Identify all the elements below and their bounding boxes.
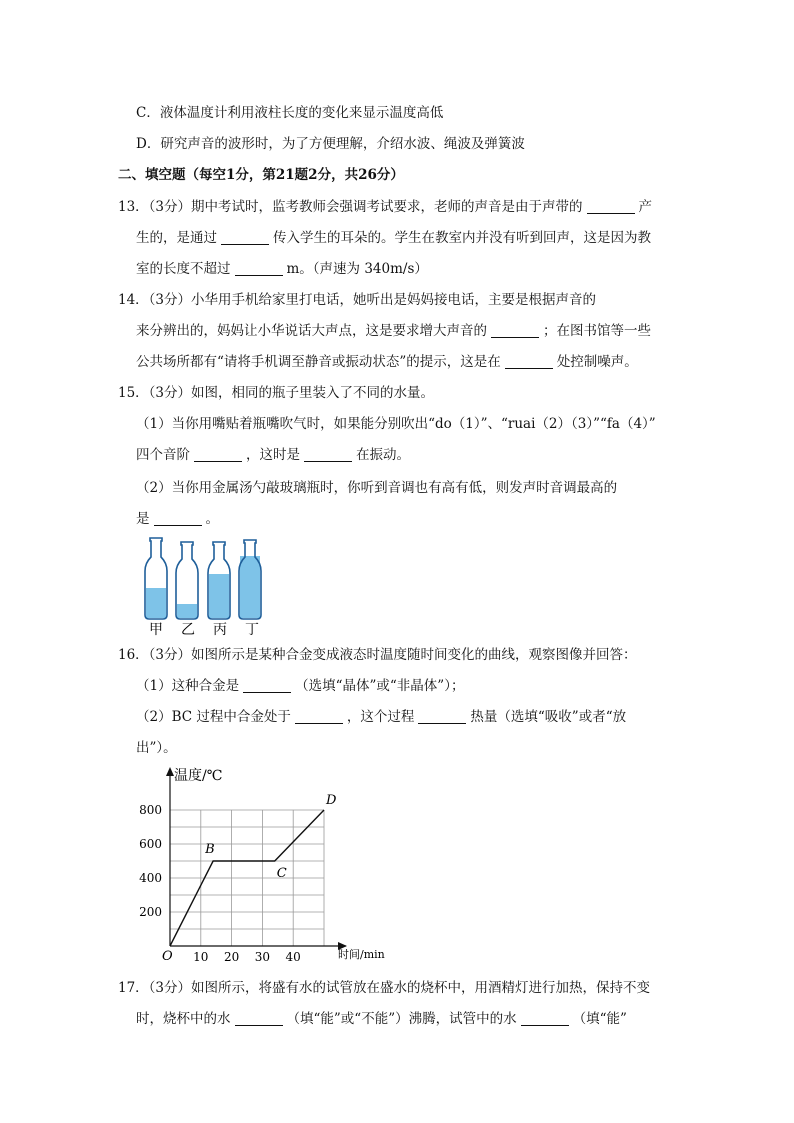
point-label-b: B — [205, 842, 215, 857]
q13-text: 传入学生的耳朵的。学生在教室内并没有听到回声，这是因为教 — [273, 230, 651, 246]
q15-blank-2[interactable] — [304, 447, 352, 462]
q15-blank-3[interactable] — [154, 511, 202, 526]
option-d: D．研究声音的波形时，为了方便理解，介绍水波、绳波及弹簧波 — [136, 136, 525, 152]
temperature-chart — [130, 762, 385, 972]
y-tick-label: 200 — [139, 905, 162, 919]
q17-line-1: 17．（3分）如图所示，将盛有水的试管放在盛水的烧杯中，用酒精灯进行加热，保持不变 — [118, 980, 651, 996]
bottle-label-ding: 丁 — [245, 622, 259, 638]
q16-text: （2）BC 过程中合金处于 — [136, 709, 291, 725]
q13-blank-1[interactable] — [587, 199, 635, 214]
q15-line-1: 15．（3分）如图，相同的瓶子里装入了不同的水量。 — [118, 385, 435, 401]
q14-text: 处控制噪声。 — [556, 354, 638, 370]
q17-text: （填“能” — [572, 1011, 627, 1027]
q13-text: 13．（3分）期中考试时，监考教师会强调考试要求，老师的声音是由于声带的 — [118, 199, 583, 215]
q13-blank-2[interactable] — [221, 230, 269, 245]
x-tick-label: 40 — [285, 950, 301, 964]
q15-part-2: （2）当你用金属汤勺敲玻璃瓶时，你听到音调也有高有低，则发声时音调最高的 — [136, 480, 618, 496]
q17-line-2 — [136, 1010, 627, 1028]
q13-text: 产 — [638, 199, 653, 215]
x-tick-label: 20 — [223, 950, 240, 964]
point-label-d: D — [326, 793, 337, 808]
q14-text: 来分辨出的，妈妈让小华说话大声点，这是要求增大声音的 — [136, 323, 487, 339]
q14-text: 公共场所都有“请将手机调至静音或振动状态”的提示，这是在 — [136, 354, 501, 370]
bottles-figure — [136, 536, 276, 640]
q16-blank-1[interactable] — [243, 678, 291, 693]
option-c: C．液体温度计利用液柱长度的变化来显示温度高低 — [136, 105, 444, 121]
q15-part-2-cont — [136, 510, 219, 528]
y-axis-arrow — [166, 767, 174, 776]
q15-text: 四个音阶 — [136, 447, 190, 463]
q16-part-1 — [136, 677, 464, 695]
q13-line-2 — [136, 229, 651, 247]
q16-text: 热量（选填“吸收”或者“放 — [470, 709, 627, 725]
q15-text: ，这时是 — [246, 447, 300, 463]
bottle-jia — [145, 538, 167, 619]
q13-text: m。（声速为 340m/s） — [286, 261, 428, 277]
bottle-yi — [176, 542, 198, 619]
q15-blank-1[interactable] — [194, 447, 242, 462]
q16-part-2 — [136, 708, 626, 726]
q16-text: （选填“晶体”或“非晶体”）； — [295, 678, 465, 694]
q15-text: 在振动。 — [356, 447, 410, 463]
q13-text: 生的，是通过 — [136, 230, 217, 246]
q15-part-1-cont — [136, 446, 410, 464]
q14-text: ；在图书馆等一些 — [543, 323, 651, 339]
q16-text: ，这个过程 — [346, 709, 415, 725]
q13-line-3 — [136, 260, 428, 278]
q16-line-1: 16．（3分）如图所示是某种合金变成液态时温度随时间变化的曲线，观察图像并回答： — [118, 647, 637, 663]
point-label-c: C — [276, 866, 287, 881]
y-tick-label: 800 — [139, 803, 162, 817]
x-tick-label: 30 — [254, 950, 271, 964]
section-heading: 二、填空题（每空1分，第21题2分，共26分） — [118, 167, 404, 183]
chart-axes — [166, 767, 347, 950]
q17-text: （填“能”或“不能”）沸腾，试管中的水 — [286, 1011, 517, 1027]
q14-line-3 — [136, 353, 638, 371]
bottle-label-bing: 丙 — [213, 622, 227, 638]
x-tick-label: 10 — [193, 950, 209, 964]
q14-line-2 — [136, 322, 651, 340]
chart-xlabel: 时间/min — [338, 948, 385, 961]
bottle-ding — [239, 540, 261, 619]
q16-blank-3[interactable] — [418, 709, 466, 724]
bottle-label-yi: 乙 — [181, 622, 195, 638]
chart-grid — [170, 810, 324, 946]
y-tick-label: 400 — [139, 871, 162, 885]
q13-blank-3[interactable] — [235, 261, 283, 276]
q13-text: 室的长度不超过 — [136, 261, 231, 277]
q16-part-2-cont: 出”）。 — [136, 740, 177, 756]
q17-text: 时，烧杯中的水 — [136, 1011, 231, 1027]
chart-origin-label: O — [162, 949, 173, 964]
q17-blank-2[interactable] — [521, 1011, 569, 1026]
q17-blank-1[interactable] — [235, 1011, 283, 1026]
q15-text: 是 — [136, 511, 150, 527]
bottle-bing — [208, 542, 230, 619]
q16-text: （1）这种合金是 — [136, 678, 240, 694]
bottle-label-jia: 甲 — [149, 622, 163, 638]
q13-line-1 — [118, 198, 652, 216]
chart-ylabel: 温度/℃ — [174, 768, 223, 784]
chart-series — [170, 793, 337, 946]
q14-line-1: 14．（3分）小华用手机给家里打电话，她听出是妈妈接电话，主要是根据声音的 — [118, 292, 597, 308]
y-tick-label: 600 — [139, 837, 162, 851]
q15-part-1: （1）当你用嘴贴着瓶嘴吹气时，如果能分别吹出“do（1）”、“ruai（2）（3）”“fa（4）” — [136, 416, 656, 432]
q14-blank-2[interactable] — [505, 354, 553, 369]
q15-text: 。 — [205, 511, 219, 527]
q14-blank-1[interactable] — [491, 323, 539, 338]
q16-blank-2[interactable] — [295, 709, 343, 724]
